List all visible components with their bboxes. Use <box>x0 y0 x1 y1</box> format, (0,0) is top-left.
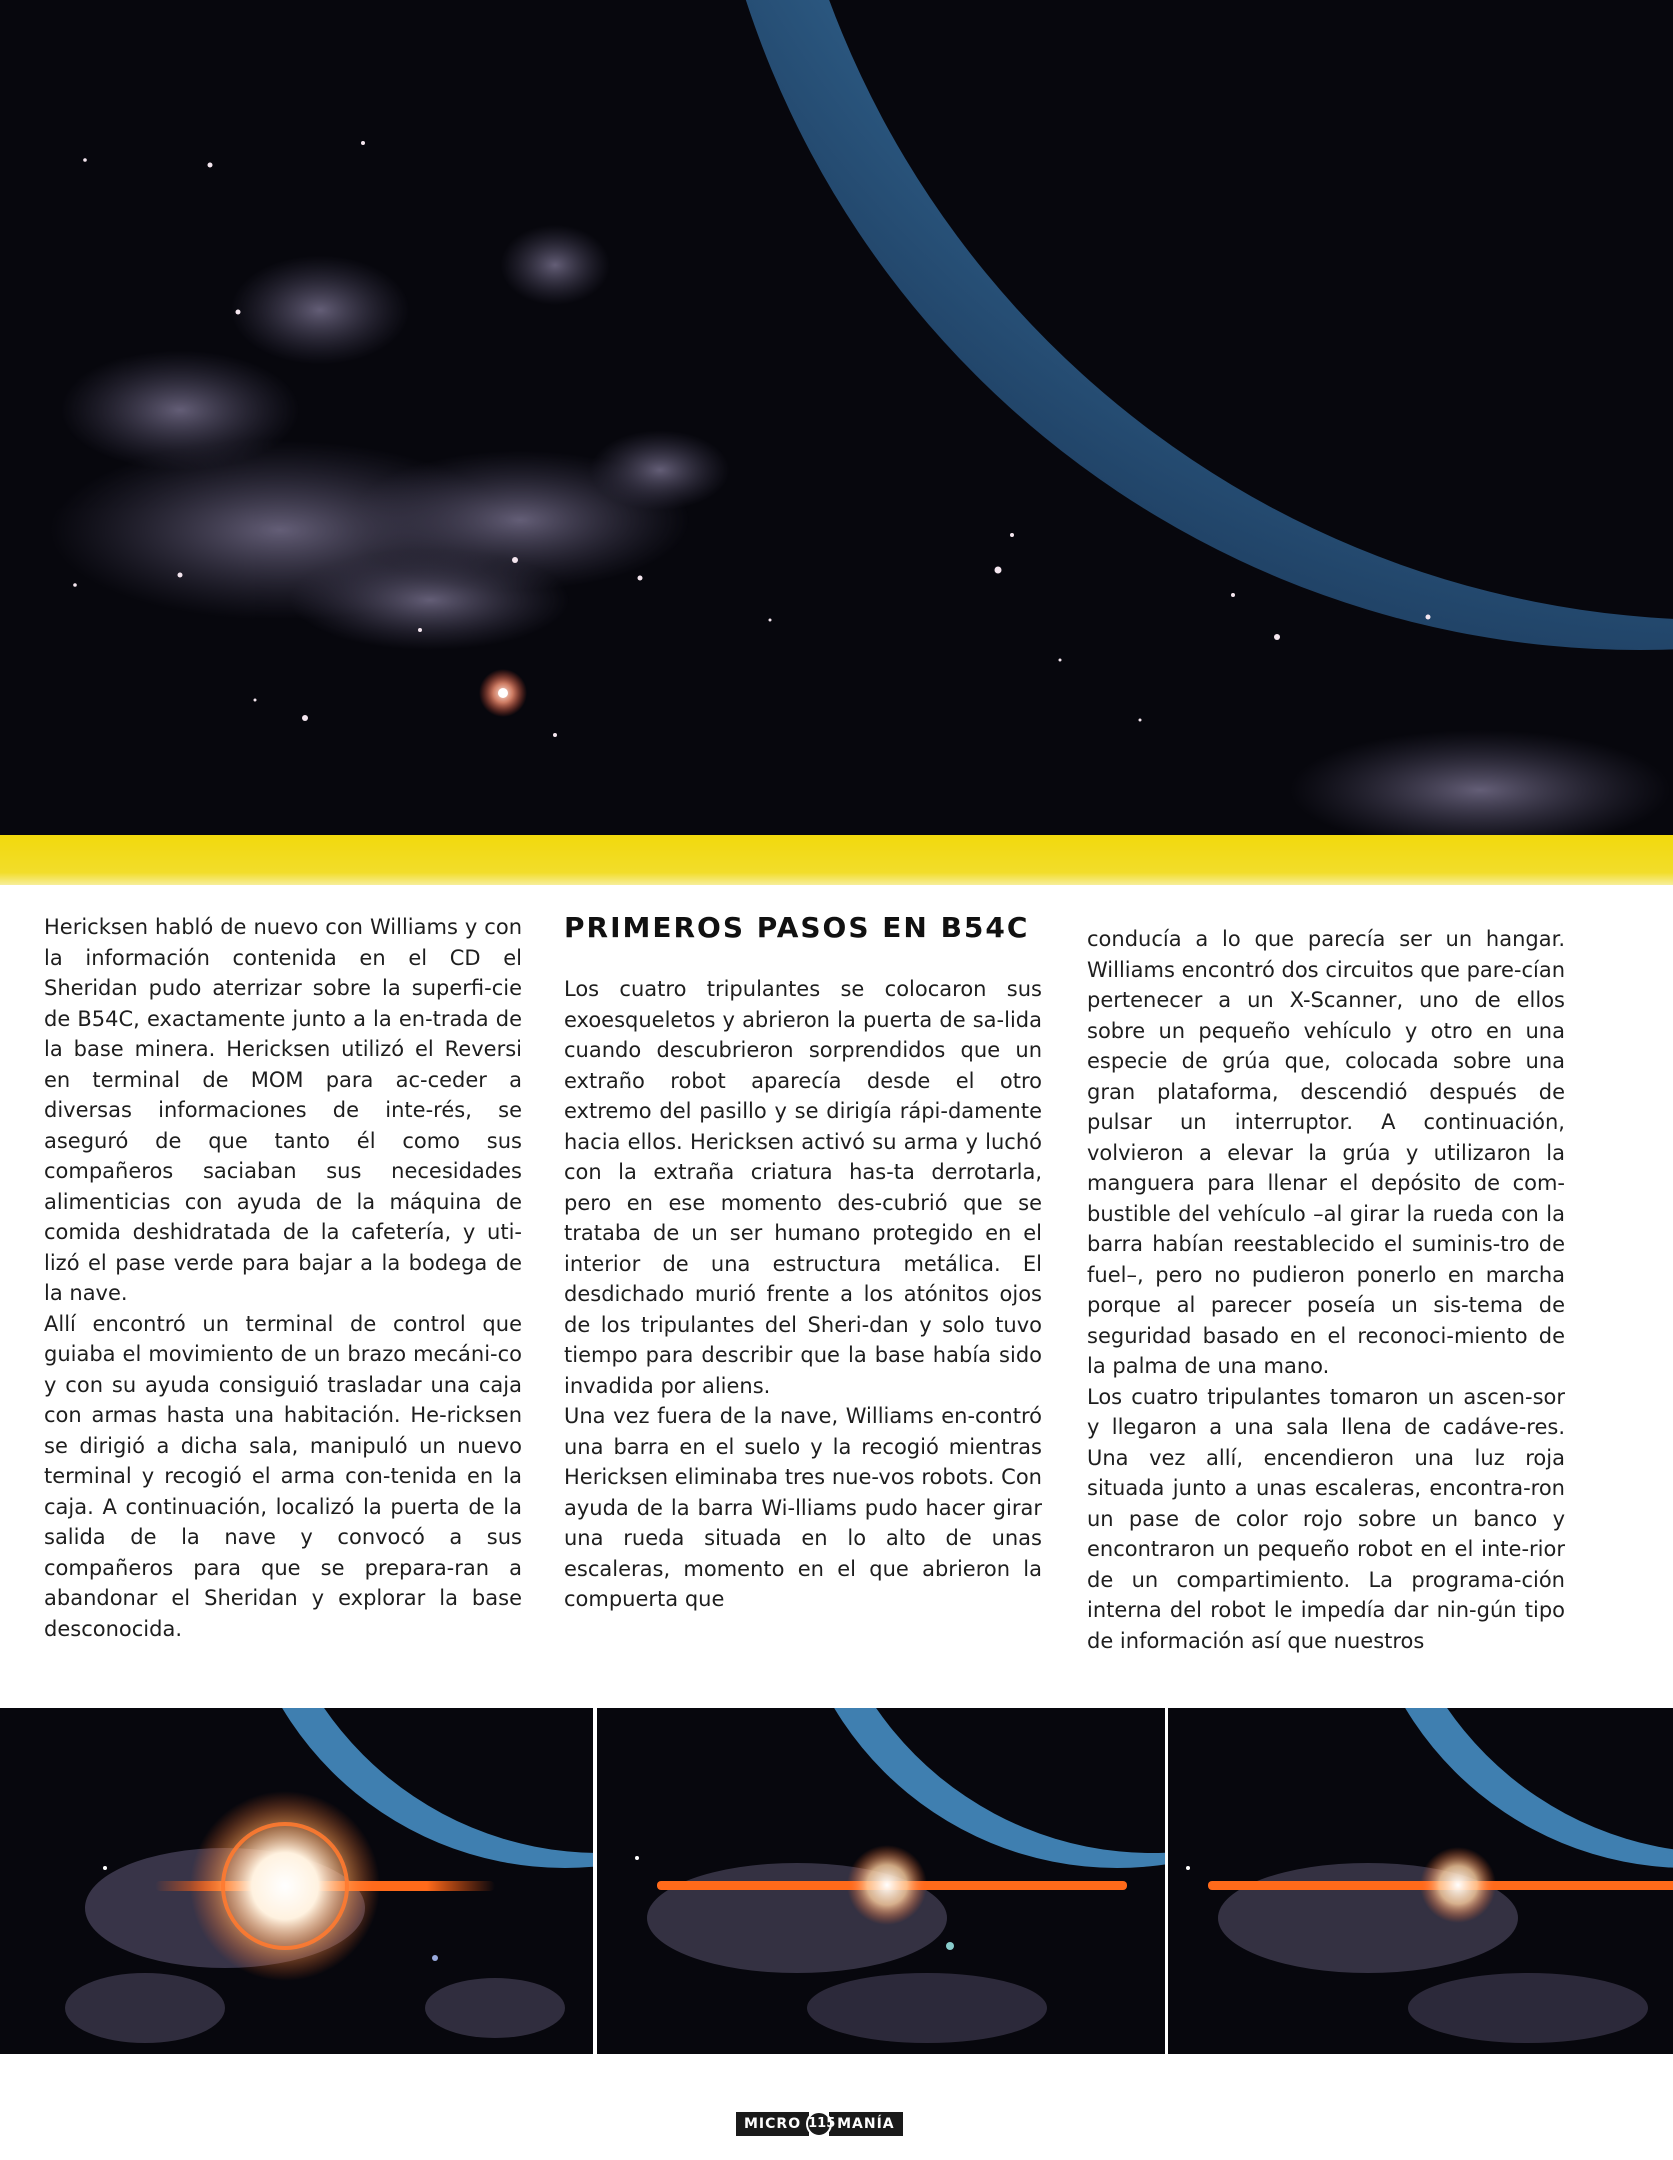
frame-explosion-3 <box>1168 1708 1673 2054</box>
explosion-flash <box>847 1845 927 1925</box>
paragraph: conducía a lo que parecía ser un hangar. Williams encontró dos circuitos que pare-cían pertenecer a un X-Scanner, uno de ellos sobre un pequeño vehículo y otro en una especie de grúa que, colocada sobre una gran plataforma, descendió después de pulsar un interruptor. A continuación, volvieron a elevar la grúa y utilizaron la manguera para llenar el depósito de com-bustible del vehículo –al girar la rueda con la barra habían reestablecido el suminis-tro de fuel–, pero no pudieron ponerlo en marcha porque al parecer poseía un sis-tema de seguridad basado en el reconoci-miento de la palma de una mano. <box>1087 927 1565 1378</box>
article-column-3 <box>1087 924 1565 1656</box>
bright-star <box>479 669 527 717</box>
paragraph: Los cuatro tripulantes se colocaron sus exoesqueletos y abrieron la puerta de sa-lida cuando descubrieron sorprendidos que un extraño robot aparecía desde el otro extremo del pasillo y se dirigía rápi-damente hacia ellos. Hericksen activó su arma y luchó con la extraña criatura has-ta derrotarla, pero en ese momento des-cubrió que se trataba de un ser humano protegido en el interior de una estructura metálica. El desdichado murió frente a los atónitos ojos de los tripulantes del Sheri-dan y solo tuvo tiempo para describir que la base había sido invadida por aliens. <box>564 977 1042 1398</box>
article-column-1 <box>44 912 522 1644</box>
brand-right: MANÍA <box>829 2112 903 2136</box>
paragraph: Los cuatro tripulantes tomaron un ascen-sor y llegaron a una sala llena de cadáve-res. Una vez allí, encendieron una luz roja situada junto a unas escaleras, encontra-ron un pase de color rojo sobre un banco y encontraron un pequeño robot en el inte-rior de un compartimiento. La programa-ción interna del robot le impedía dar nin-gún tipo de información así que nuestros <box>1087 1384 1565 1653</box>
explosion-flash <box>1420 1847 1496 1923</box>
article-column-2 <box>564 912 1042 1615</box>
page-number: 115 <box>806 2111 832 2137</box>
hero-space-illustration <box>0 0 1673 835</box>
yellow-divider-band <box>0 835 1673 885</box>
section-heading: PRIMEROS PASOS EN B54C <box>564 911 1030 944</box>
frame-explosion-1 <box>25 1708 593 2054</box>
paragraph: Una vez fuera de la nave, Williams en-contró una barra en el suelo y la recogió mientras Hericksen eliminaba tres nue-vos robots. Con ayuda de la barra Wi-lliams pudo hacer girar una rueda situada en lo alto de unas escaleras, momento en el que abrieron la compuerta que <box>564 1404 1042 1611</box>
strip-edge <box>0 1708 25 2054</box>
paragraph: Hericksen habló de nuevo con Williams y con la información contenida en el CD el Sheridan pudo aterrizar sobre la superfi-cie de B54C, exactamente junto a la en-trada de la base minera. Hericksen utilizó el Reversi en terminal de MOM para ac-ceder a diversas informaciones de inte-rés, se aseguró de que tanto él como sus compañeros saciaban sus necesidades alimenticias con ayuda de la máquina de comida deshidratada de la cafetería, y uti-lizó el pase verde para bajar a la bodega de la nave. <box>44 915 522 1305</box>
paragraph: Allí encontró un terminal de control que guiaba el movimiento de un brazo mecáni-co y con su ayuda consiguió trasladar una caja con armas hasta una habitación. He-ricksen se dirigió a dicha sala, manipuló un nuevo terminal y recogió el arma con-tenida en la caja. A continuación, localizó la puerta de la salida de la nave y convocó a sus compañeros para que se prepara-ran a abandonar el Sheridan y explorar la base desconocida. <box>44 1311 522 1641</box>
frame-explosion-2 <box>597 1708 1165 2054</box>
brand-left: MICRO <box>736 2112 809 2136</box>
explosion-flash <box>190 1791 380 1981</box>
footer-magazine-logo <box>736 2111 903 2137</box>
